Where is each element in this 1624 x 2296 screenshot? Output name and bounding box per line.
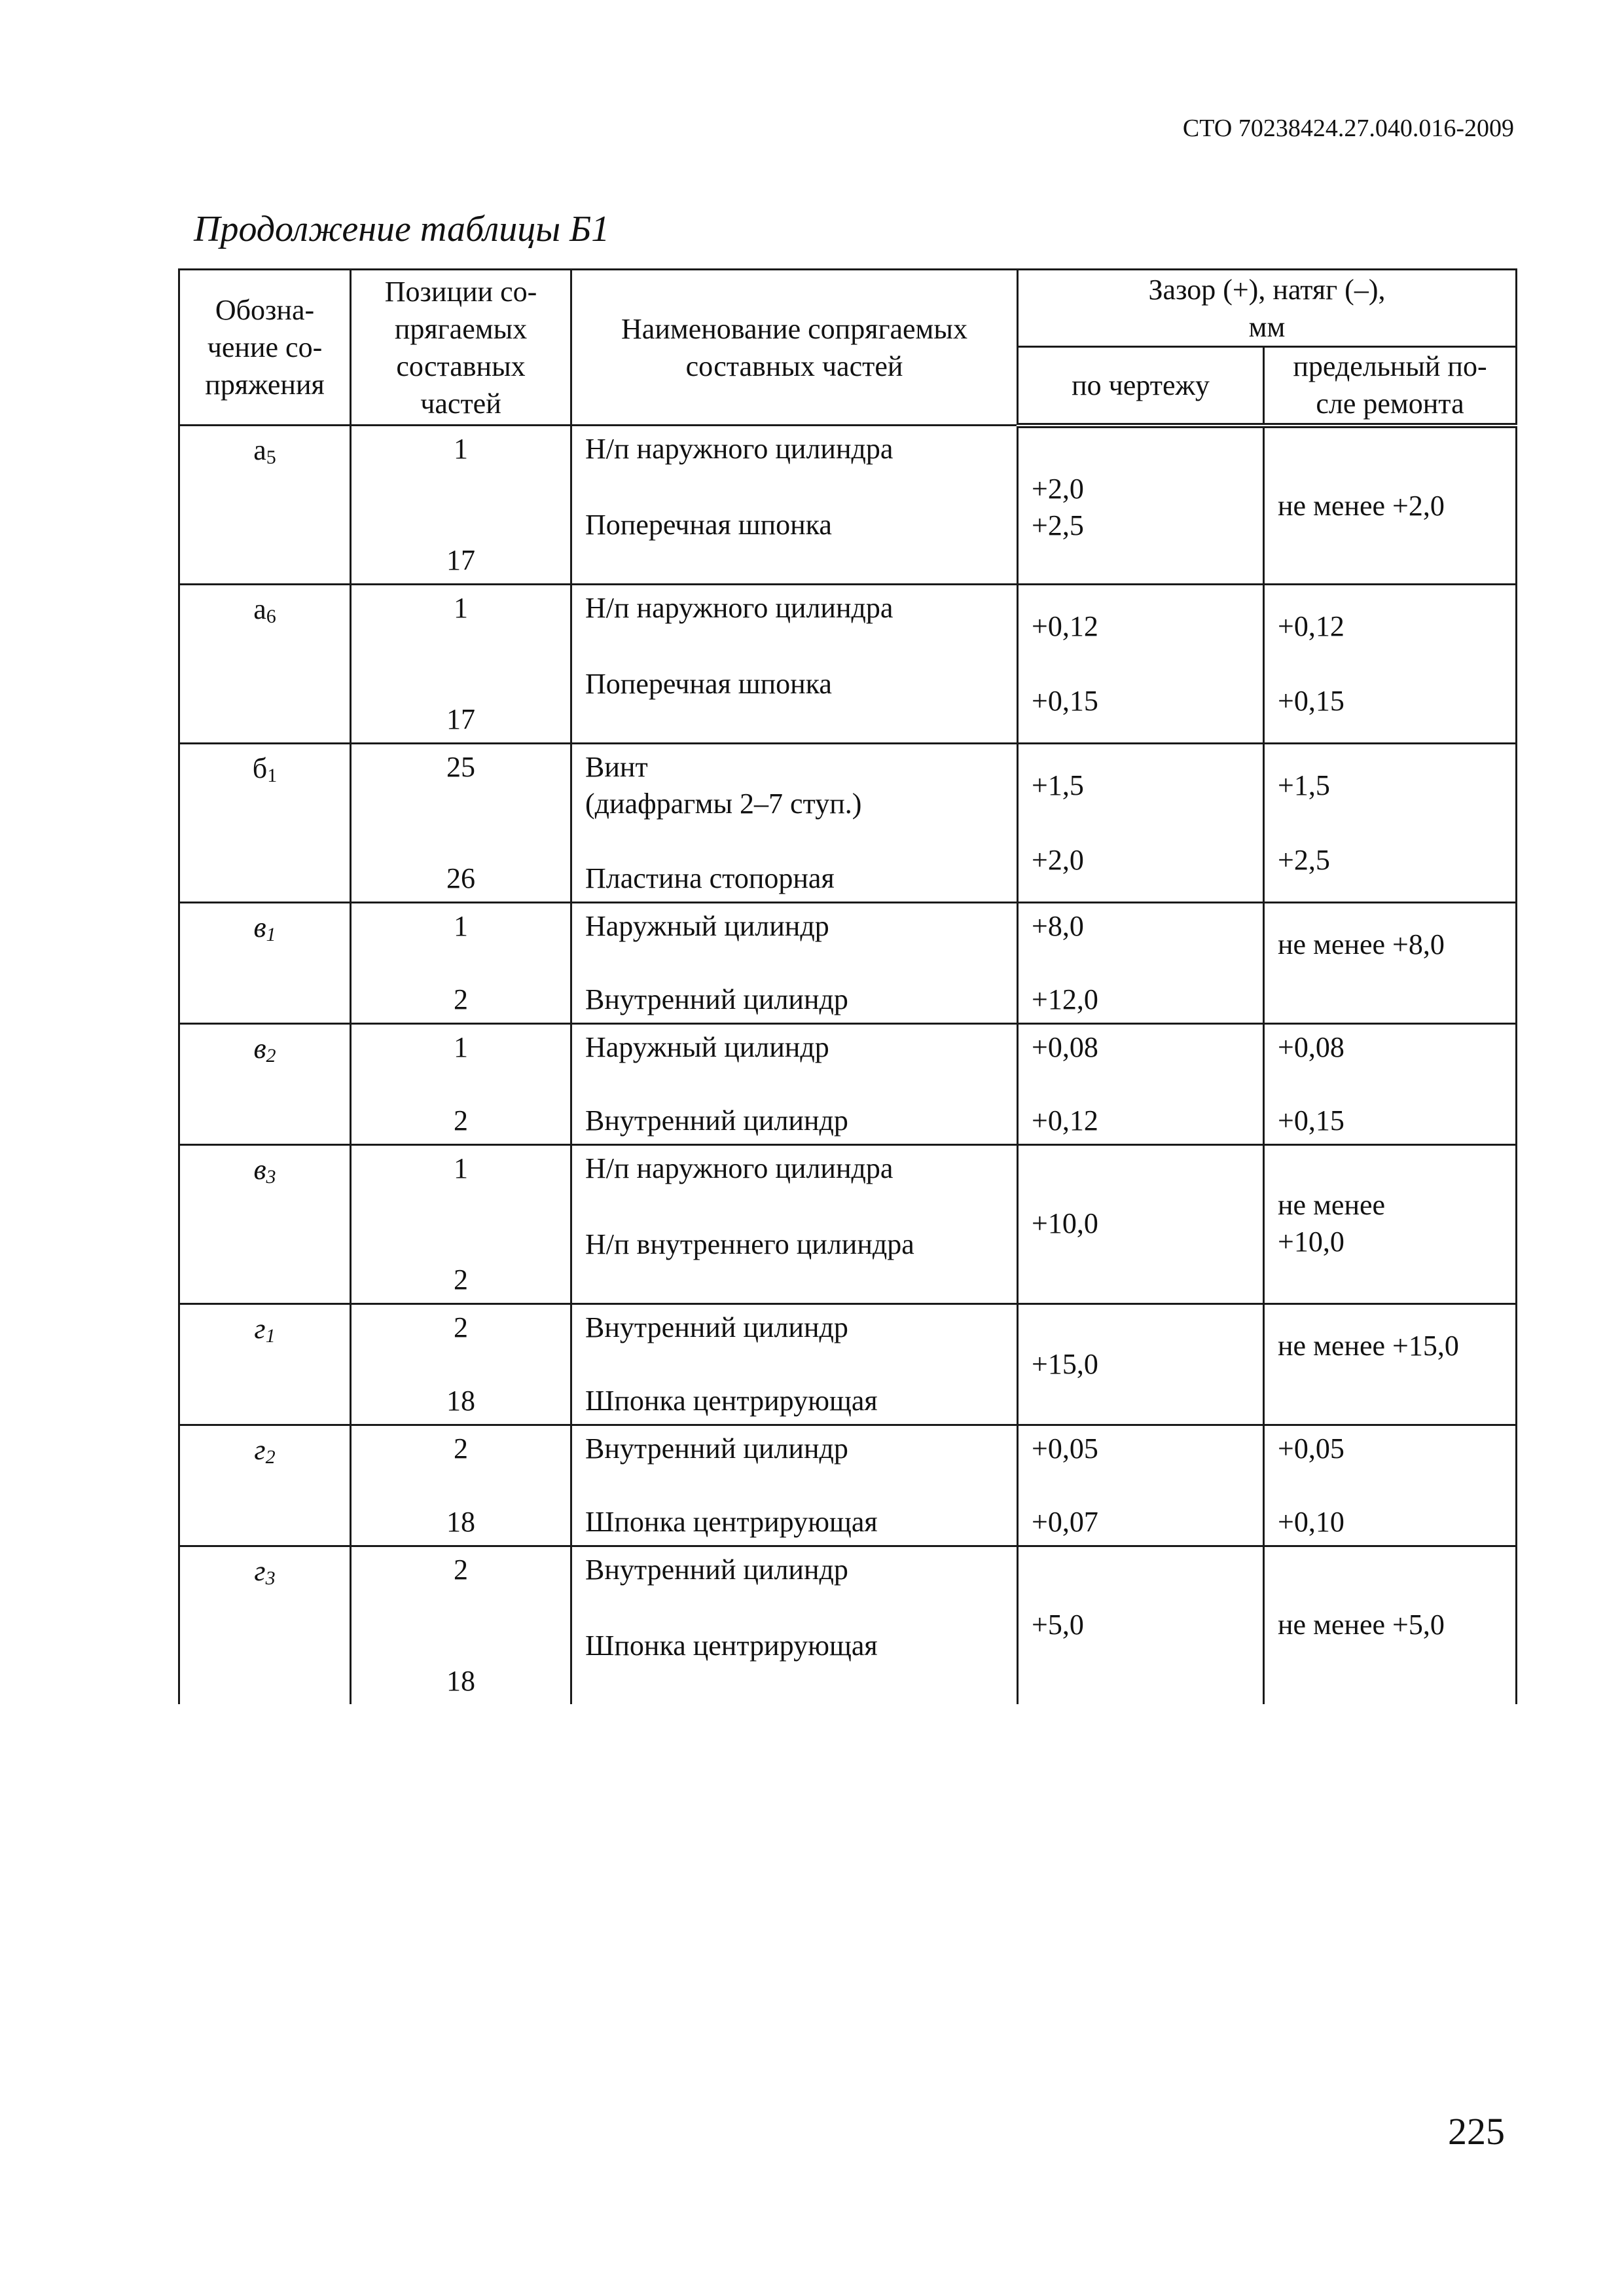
limit-value: не менее <box>1278 1189 1386 1221</box>
designation-index: 5 <box>266 446 276 468</box>
position-bottom: 17 <box>446 703 475 735</box>
part-name-cell <box>571 744 1018 903</box>
designation-cell <box>179 1024 351 1145</box>
designation-letter: а <box>253 593 266 625</box>
limit-after-repair-cell <box>1264 1145 1517 1304</box>
part-name: Шпонка центрирующая <box>585 1506 878 1538</box>
limit-after-repair-cell <box>1264 1546 1517 1705</box>
by-drawing-value: +2,0 <box>1032 472 1084 505</box>
header-limit-after-repair: предельный по- сле ремонта <box>1264 347 1517 426</box>
limit-value: не менее +8,0 <box>1278 928 1445 960</box>
designation-index: 6 <box>266 606 276 627</box>
header-designation: Обозна- чение со- пряжения <box>179 270 351 426</box>
positions-cell <box>351 903 571 1024</box>
table-caption: Продолжение таблицы Б1 <box>194 209 610 249</box>
by-drawing-cell <box>1018 1024 1264 1145</box>
by-drawing-cell <box>1018 585 1264 744</box>
limit-value: +0,05 <box>1278 1432 1344 1465</box>
part-name: Внутренний цилиндр <box>585 983 848 1015</box>
designation-cell <box>179 585 351 744</box>
designation-letter: в <box>253 911 266 943</box>
part-name-cell <box>571 1024 1018 1145</box>
designation-label <box>254 1431 275 1476</box>
limit-value: +0,12 <box>1278 610 1344 642</box>
designation-label <box>253 1030 276 1074</box>
by-drawing-value: +0,15 <box>1032 685 1098 717</box>
by-drawing-value: +2,0 <box>1032 844 1084 876</box>
part-name: Наружный цилиндр <box>585 910 829 942</box>
by-drawing-value: +0,12 <box>1032 610 1098 642</box>
position-top: 1 <box>454 1152 468 1184</box>
part-name: Поперечная шпонка <box>585 509 832 541</box>
positions-cell <box>351 1145 571 1304</box>
part-name-cell <box>571 1145 1018 1304</box>
part-name: Винт <box>585 751 648 783</box>
table-row <box>179 1425 1517 1546</box>
by-drawing-cell <box>1018 426 1264 585</box>
designation-cell <box>179 1546 351 1705</box>
limit-value: +0,15 <box>1278 685 1344 717</box>
designation-index: 2 <box>265 1446 276 1468</box>
by-drawing-value: +10,0 <box>1032 1207 1098 1239</box>
designation-index: 3 <box>265 1567 276 1589</box>
designation-label <box>254 1310 275 1355</box>
part-name-cell <box>571 903 1018 1024</box>
limit-value: +0,08 <box>1278 1031 1344 1063</box>
positions-cell <box>351 1546 571 1705</box>
position-top: 2 <box>454 1554 468 1586</box>
position-top: 1 <box>454 592 468 624</box>
limit-value: +2,5 <box>1278 844 1330 876</box>
designation-label <box>253 591 276 635</box>
designation-cell <box>179 1145 351 1304</box>
part-name: Шпонка центрирующая <box>585 1630 878 1662</box>
position-bottom: 2 <box>454 983 468 1015</box>
part-name-cell <box>571 1304 1018 1425</box>
by-drawing-cell <box>1018 744 1264 903</box>
part-name: (диафрагмы 2–7 ступ.) <box>585 788 862 820</box>
designation-index: 1 <box>265 1325 276 1347</box>
gap-table <box>178 268 1517 1704</box>
header-by-drawing: по чертежу <box>1018 347 1264 426</box>
part-name: Внутренний цилиндр <box>585 1554 848 1586</box>
by-drawing-value: +0,08 <box>1032 1031 1098 1063</box>
designation-label <box>253 431 276 476</box>
positions-cell <box>351 585 571 744</box>
limit-after-repair-cell <box>1264 585 1517 744</box>
limit-value: +0,15 <box>1278 1104 1344 1137</box>
table-row <box>179 426 1517 585</box>
position-bottom: 18 <box>446 1506 475 1538</box>
position-top: 1 <box>454 433 468 465</box>
limit-after-repair-cell <box>1264 744 1517 903</box>
designation-index: 2 <box>266 1045 276 1066</box>
part-name-cell <box>571 426 1018 585</box>
part-name: Н/п наружного цилиндра <box>585 592 893 624</box>
position-bottom: 2 <box>454 1264 468 1296</box>
by-drawing-value: +0,05 <box>1032 1432 1098 1465</box>
designation-cell <box>179 1425 351 1546</box>
position-bottom: 17 <box>446 544 475 576</box>
table-row <box>179 1546 1517 1705</box>
by-drawing-value: +1,5 <box>1032 769 1084 801</box>
designation-cell <box>179 426 351 585</box>
positions-cell <box>351 744 571 903</box>
designation-letter: г <box>254 1555 266 1587</box>
by-drawing-value: +12,0 <box>1032 983 1098 1015</box>
by-drawing-cell <box>1018 1304 1264 1425</box>
designation-cell <box>179 1304 351 1425</box>
table-row <box>179 1145 1517 1304</box>
by-drawing-cell <box>1018 1546 1264 1705</box>
part-name: Н/п наружного цилиндра <box>585 1152 893 1184</box>
limit-after-repair-cell <box>1264 1304 1517 1425</box>
position-top: 1 <box>454 1031 468 1063</box>
limit-value: не менее +5,0 <box>1278 1609 1445 1641</box>
position-bottom: 2 <box>454 1104 468 1137</box>
part-name-cell <box>571 1425 1018 1546</box>
limit-after-repair-cell <box>1264 903 1517 1024</box>
by-drawing-value: +2,5 <box>1032 509 1084 541</box>
designation-label <box>254 1552 275 1597</box>
position-top: 2 <box>454 1432 468 1465</box>
limit-value: не менее +15,0 <box>1278 1330 1459 1362</box>
header-gap-group: Зазор (+), натяг (–), мм <box>1018 270 1517 347</box>
table-row <box>179 903 1517 1024</box>
header-name: Наименование сопрягаемых составных частей <box>571 270 1018 426</box>
designation-index: 1 <box>267 765 278 786</box>
designation-letter: в <box>253 1154 266 1186</box>
by-drawing-value: +0,07 <box>1032 1506 1098 1538</box>
designation-letter: г <box>254 1434 266 1466</box>
designation-cell <box>179 903 351 1024</box>
by-drawing-value: +0,12 <box>1032 1104 1098 1137</box>
designation-label <box>253 750 277 794</box>
positions-cell <box>351 426 571 585</box>
limit-value: +1,5 <box>1278 769 1330 801</box>
part-name: Внутренний цилиндр <box>585 1311 848 1343</box>
designation-index: 3 <box>266 1166 276 1188</box>
table-row <box>179 1024 1517 1145</box>
part-name: Наружный цилиндр <box>585 1031 829 1063</box>
part-name: Внутренний цилиндр <box>585 1432 848 1465</box>
part-name: Н/п внутреннего цилиндра <box>585 1228 914 1260</box>
header-positions: Позиции со- прягаемых составных частей <box>351 270 571 426</box>
by-drawing-value: +8,0 <box>1032 910 1084 942</box>
designation-label <box>253 1151 276 1195</box>
table-row <box>179 744 1517 903</box>
designation-label <box>253 909 276 953</box>
designation-cell <box>179 744 351 903</box>
table-row <box>179 1304 1517 1425</box>
position-bottom: 18 <box>446 1665 475 1697</box>
gap-table-container <box>178 268 1515 1704</box>
positions-cell <box>351 1024 571 1145</box>
limit-after-repair-cell <box>1264 1024 1517 1145</box>
designation-letter: а <box>253 434 266 466</box>
designation-letter: б <box>252 752 268 784</box>
part-name-cell <box>571 1546 1018 1705</box>
by-drawing-cell <box>1018 903 1264 1024</box>
part-name: Н/п наружного цилиндра <box>585 433 893 465</box>
limit-value: не менее +2,0 <box>1278 489 1445 522</box>
part-name: Поперечная шпонка <box>585 668 832 700</box>
page-number: 225 <box>1448 2110 1505 2153</box>
part-name: Пластина стопорная <box>585 862 835 894</box>
table-row <box>179 585 1517 744</box>
position-bottom: 18 <box>446 1385 475 1417</box>
by-drawing-value: +5,0 <box>1032 1609 1084 1641</box>
limit-value: +10,0 <box>1278 1226 1344 1258</box>
doc-code: СТО 70238424.27.040.016-2009 <box>1182 115 1514 142</box>
position-bottom: 26 <box>446 862 475 894</box>
positions-cell <box>351 1425 571 1546</box>
part-name: Шпонка центрирующая <box>585 1385 878 1417</box>
designation-letter: в <box>253 1032 266 1065</box>
by-drawing-value: +15,0 <box>1032 1348 1098 1380</box>
limit-after-repair-cell <box>1264 1425 1517 1546</box>
designation-index: 1 <box>266 924 276 945</box>
limit-after-repair-cell <box>1264 426 1517 585</box>
position-top: 1 <box>454 910 468 942</box>
part-name-cell <box>571 585 1018 744</box>
limit-value: +0,10 <box>1278 1506 1344 1538</box>
position-top: 2 <box>454 1311 468 1343</box>
part-name: Внутренний цилиндр <box>585 1104 848 1137</box>
by-drawing-cell <box>1018 1425 1264 1546</box>
by-drawing-cell <box>1018 1145 1264 1304</box>
designation-letter: г <box>254 1313 266 1345</box>
positions-cell <box>351 1304 571 1425</box>
position-top: 25 <box>446 751 475 783</box>
